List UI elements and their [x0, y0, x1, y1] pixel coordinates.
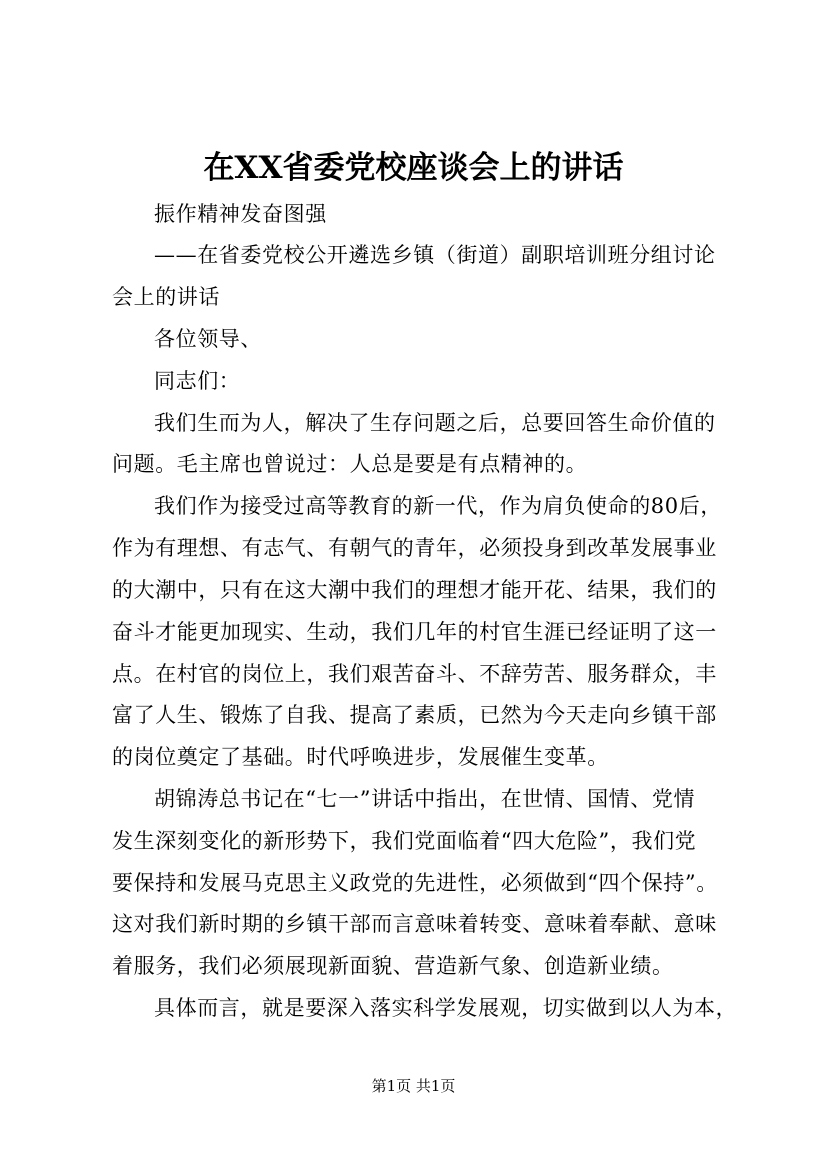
body-text-line: 我们作为接受过高等教育的新一代，作为肩负使命的80后，: [154, 494, 722, 518]
body-text-line: 奋斗才能更加现实、生动，我们几年的村官生涯已经证明了这一: [112, 620, 717, 644]
page-number-footer: 第1页 共1页: [371, 1077, 456, 1095]
subtitle-line: 振作精神发奋图强: [154, 202, 327, 226]
body-text-line: 发生深刻变化的新形势下，我们党面临着“四大危险”，我们党: [112, 829, 697, 853]
body-text-line: 作为有理想、有志气、有朝气的青年，必须投身到改革发展事业: [112, 536, 717, 560]
body-text-line: 问题。毛主席也曾说过：人总是要是有点精神的。: [112, 452, 588, 476]
document-title: 在XX省委党校座谈会上的讲话: [203, 150, 624, 186]
body-text-line: 我们生而为人，解决了生存问题之后，总要回答生命价值的: [154, 411, 716, 435]
body-text-line: 富了人生、锻炼了自我、提高了素质，已然为今天走向乡镇干部: [112, 703, 717, 727]
body-text-line: 胡锦涛总书记在“七一”讲话中指出，在世情、国情、党情: [154, 787, 696, 811]
body-text-line: 的岗位奠定了基础。时代呼唤进步，发展催生变革。: [112, 745, 609, 769]
body-text-line: 这对我们新时期的乡镇干部而言意味着转变、意味着奉献、意味: [112, 912, 717, 936]
subtitle-line: 会上的讲话: [112, 285, 220, 309]
salutation-line: 同志们：: [154, 369, 241, 393]
body-text-line: 具体而言，就是要深入落实科学发展观，切实做到以人为本，: [154, 996, 738, 1020]
salutation-line: 各位领导、: [154, 327, 262, 351]
body-text-line: 要保持和发展马克思主义政党的先进性，必须做到“四个保持”。: [112, 871, 718, 895]
subtitle-line: ——在省委党校公开遴选乡镇（街道）副职培训班分组讨论: [154, 243, 716, 267]
body-text-line: 的大潮中，只有在这大潮中我们的理想才能开花、结果，我们的: [112, 578, 717, 602]
body-text-line: 着服务，我们必须展现新面貌、营造新气象、创造新业绩。: [112, 954, 674, 978]
body-text-line: 点。在村官的岗位上，我们艰苦奋斗、不辞劳苦、服务群众，丰: [112, 662, 717, 686]
